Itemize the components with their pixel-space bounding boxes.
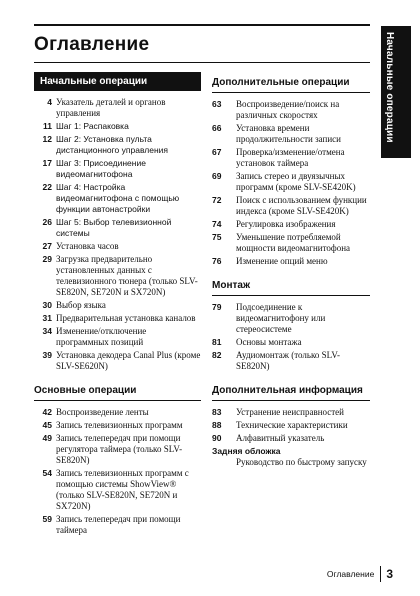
toc-page-number: 34 xyxy=(42,326,52,336)
toc-list-main-ops xyxy=(34,407,201,536)
toc-entry-title: Поиск с использованием функции индекса (кроме SLV-SE420K) xyxy=(236,195,367,216)
toc-page-number: 22 xyxy=(42,182,52,192)
toc-list-extra-info xyxy=(212,407,370,444)
toc-entry-title: Проверка/изменение/отмена установок таймера xyxy=(236,147,345,168)
toc-entry[interactable] xyxy=(212,302,370,335)
toc-page-number: 76 xyxy=(212,256,222,266)
toc-entry-title: Воспроизведение ленты xyxy=(56,407,149,417)
toc-page-number: 88 xyxy=(212,420,222,430)
toc-entry-title: Предварительная установка каналов xyxy=(56,313,196,323)
toc-list-extra-ops xyxy=(212,99,370,267)
toc-page-number: 63 xyxy=(212,99,222,109)
back-cover-text: Руководство по быстрому запуску xyxy=(236,457,367,467)
toc-page-number: 29 xyxy=(42,254,52,264)
toc-entry-title: Установка часов xyxy=(56,241,119,251)
toc-entry-title: Шаг 1: Распаковка xyxy=(56,121,129,131)
left-column xyxy=(34,72,201,538)
toc-entry[interactable] xyxy=(34,241,201,252)
toc-entry-title: Шаг 3: Присоединение видеомагнитофона xyxy=(56,158,146,179)
section-heading-extra-info: Дополнительная информация xyxy=(212,384,370,401)
toc-entry[interactable] xyxy=(212,256,370,267)
toc-entry[interactable] xyxy=(34,300,201,311)
section-heading-montage: Монтаж xyxy=(212,279,370,296)
page-number: 3 xyxy=(386,567,393,581)
toc-entry[interactable] xyxy=(34,182,201,215)
toc-entry-title: Запись телепередач при помощи регулятора таймера (только SLV-SE820N) xyxy=(56,433,183,465)
toc-entry-title: Запись телевизионных программ xyxy=(56,420,183,430)
toc-page-number: 27 xyxy=(42,241,52,251)
toc-entry[interactable] xyxy=(212,420,370,431)
toc-entry-title: Алфавитный указатель xyxy=(236,433,325,443)
footer-divider xyxy=(380,566,381,582)
section-heading-extra-ops: Дополнительные операции xyxy=(212,76,370,93)
toc-entry-title: Технические характеристики xyxy=(236,420,348,430)
toc-entry[interactable] xyxy=(34,433,201,466)
toc-page-number: 17 xyxy=(42,158,52,168)
toc-entry-title: Воспроизведение/поиск на различных скоростях xyxy=(236,99,340,120)
toc-page-number: 11 xyxy=(43,121,52,131)
toc-entry[interactable] xyxy=(34,134,201,156)
title-divider xyxy=(34,62,370,63)
toc-page-number: 54 xyxy=(42,468,52,478)
toc-entry[interactable] xyxy=(34,420,201,431)
toc-entry[interactable] xyxy=(34,468,201,512)
toc-page-number: 30 xyxy=(42,300,52,310)
toc-page-number: 12 xyxy=(42,134,52,144)
toc-entry[interactable] xyxy=(212,350,370,372)
title-area xyxy=(34,24,370,62)
toc-page-number: 74 xyxy=(212,219,222,229)
toc-entry-title: Подсоединение к видеомагнитофону или стереосистеме xyxy=(236,302,326,334)
page-footer xyxy=(327,566,393,582)
toc-entry[interactable] xyxy=(34,121,201,132)
toc-page-number: 39 xyxy=(42,350,52,360)
toc-entry-title: Запись телепередач при помощи таймера xyxy=(56,514,181,535)
toc-entry-title: Устранение неисправностей xyxy=(236,407,344,417)
back-cover-label: Задняя обложка xyxy=(212,446,281,456)
toc-entry[interactable] xyxy=(34,97,201,119)
page-title: Оглавление xyxy=(34,34,150,55)
toc-entry[interactable] xyxy=(34,350,201,372)
section-side-tab xyxy=(381,26,411,158)
section-heading-basic-ops: Начальные операции xyxy=(34,72,201,91)
toc-entry[interactable] xyxy=(34,326,201,348)
toc-page-number: 42 xyxy=(42,407,52,417)
toc-entry[interactable] xyxy=(34,158,201,180)
toc-entry-title: Указатель деталей и органов управления xyxy=(56,97,166,118)
toc-entry-title: Изменение опций меню xyxy=(236,256,328,266)
toc-entry[interactable] xyxy=(212,171,370,193)
toc-entry[interactable] xyxy=(34,514,201,536)
toc-entry[interactable] xyxy=(212,219,370,230)
toc-page-number: 83 xyxy=(212,407,222,417)
toc-entry-title: Запись телевизионных программ с помощью системы ShowView® (только SLV-SE820N, SE720N и SX720N) xyxy=(56,468,189,511)
toc-page-number: 82 xyxy=(212,350,222,360)
toc-page-number: 31 xyxy=(42,313,52,323)
right-column xyxy=(212,76,370,468)
toc-page-number: 69 xyxy=(212,171,222,181)
toc-page-number: 26 xyxy=(42,217,52,227)
section-heading-main-ops: Основные операции xyxy=(34,384,201,401)
toc-entry-title: Регулировка изображения xyxy=(236,219,336,229)
toc-list-basic-ops xyxy=(34,97,201,372)
toc-page-number: 45 xyxy=(42,420,52,430)
footer-section-label: Оглавление xyxy=(326,569,375,579)
toc-entry[interactable] xyxy=(212,195,370,217)
toc-page-number: 67 xyxy=(212,147,222,157)
toc-entry[interactable] xyxy=(212,232,370,254)
toc-entry-title: Аудиомонтаж (только SLV-SE820N) xyxy=(236,350,341,371)
toc-entry[interactable] xyxy=(212,147,370,169)
toc-entry[interactable] xyxy=(34,407,201,418)
toc-entry[interactable] xyxy=(212,407,370,418)
toc-page-number: 75 xyxy=(212,232,222,242)
toc-entry[interactable] xyxy=(34,313,201,324)
toc-entry-title: Установка декодера Canal Plus (кроме SLV-SE620N) xyxy=(56,350,201,371)
toc-entry[interactable] xyxy=(212,123,370,145)
toc-entry-title: Шаг 2: Установка пульта дистанционного управления xyxy=(56,134,168,155)
toc-entry-title: Выбор языка xyxy=(56,300,106,310)
toc-entry-title: Основы монтажа xyxy=(236,337,302,347)
toc-page-number: 66 xyxy=(212,123,222,133)
toc-entry-title: Шаг 4: Настройка видеомагнитофона с помощью функции автонастройки xyxy=(56,182,180,214)
toc-entry-title: Установка времени продолжительности записи xyxy=(236,123,341,144)
toc-page-number: 59 xyxy=(42,514,52,524)
toc-list-montage xyxy=(212,302,370,372)
side-tab-label: Начальные операции xyxy=(384,32,395,143)
toc-page-number: 72 xyxy=(212,195,222,205)
toc-entry[interactable] xyxy=(34,254,201,298)
toc-page-number: 4 xyxy=(47,97,52,107)
toc-entry[interactable] xyxy=(212,433,370,444)
toc-page-number: 49 xyxy=(42,433,52,443)
toc-entry-title: Загрузка предварительно установленных данных с телевизионного тюнера (только SLV-SE820N, SE720N и SX720N) xyxy=(56,254,198,297)
toc-entry-title: Изменение/отключение программных позиций xyxy=(56,326,147,347)
toc-page-number: 90 xyxy=(212,433,222,443)
toc-page-number: 79 xyxy=(212,302,222,312)
toc-page-number: 81 xyxy=(212,337,222,347)
toc-entry-title: Уменьшение потребляемой мощности видеомагнитофона xyxy=(236,232,351,253)
toc-entry[interactable] xyxy=(212,99,370,121)
toc-entry[interactable] xyxy=(212,337,370,348)
toc-entry-title: Запись стерео и двуязычных программ (кроме SLV-SE420K) xyxy=(236,171,356,192)
toc-entry[interactable] xyxy=(34,217,201,239)
toc-entry-title: Шаг 5: Выбор телевизионной системы xyxy=(56,217,172,238)
